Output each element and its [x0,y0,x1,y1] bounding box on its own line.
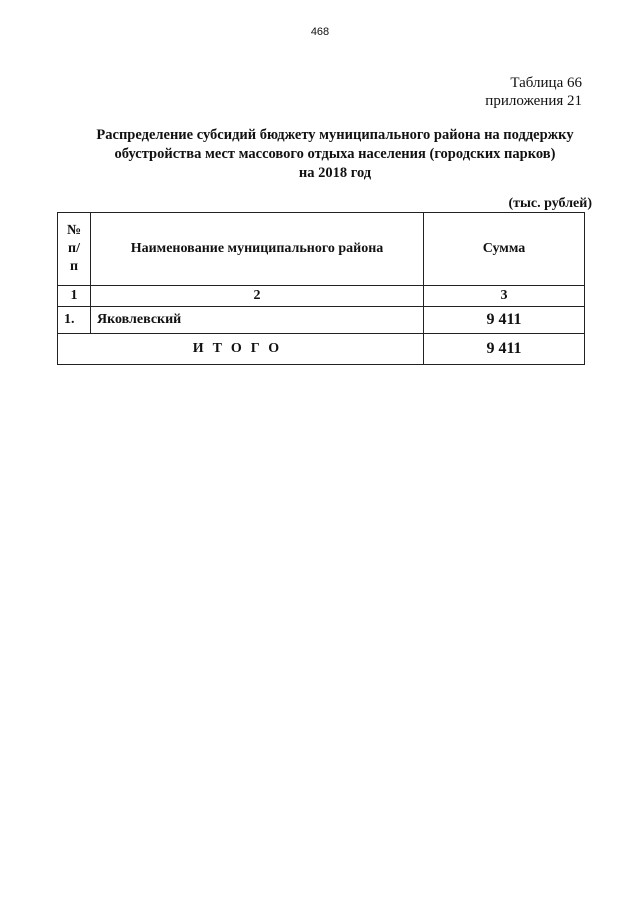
title-line-1: Распределение субсидий бюджету муниципального района на поддержку [96,127,574,143]
table-row [58,307,585,334]
total-label: ИТОГО [58,334,424,365]
row-sum: 9 411 [424,307,585,334]
document-title [70,126,600,183]
row-district-name: Яковлевский [91,307,424,334]
column-number-1: 1 [58,286,91,307]
header-name-cell: Наименование муниципального района [91,213,424,286]
title-line-2: обустройства мест массового отдыха населения (городских парков) [114,146,556,162]
header-number-symbol: № [66,223,82,238]
page-number: 468 [310,26,330,38]
header-number-cell [58,213,91,286]
title-line-3: на 2018 год [298,165,372,181]
column-number-3: 3 [424,286,585,307]
total-row [58,334,585,365]
table-reference [485,74,582,110]
total-sum: 9 411 [424,334,585,365]
subsidy-table [57,212,585,365]
table-ref-line-2: приложения 21 [485,93,582,109]
table-ref-line-1: Таблица 66 [510,75,582,91]
column-number-2: 2 [91,286,424,307]
column-number-row [58,286,585,307]
row-number: 1. [58,307,91,334]
unit-label: (тыс. рублей) [508,196,592,211]
header-sum-cell: Сумма [424,213,585,286]
header-number-abbr: п/п [68,241,80,274]
table-header-row [58,213,585,286]
